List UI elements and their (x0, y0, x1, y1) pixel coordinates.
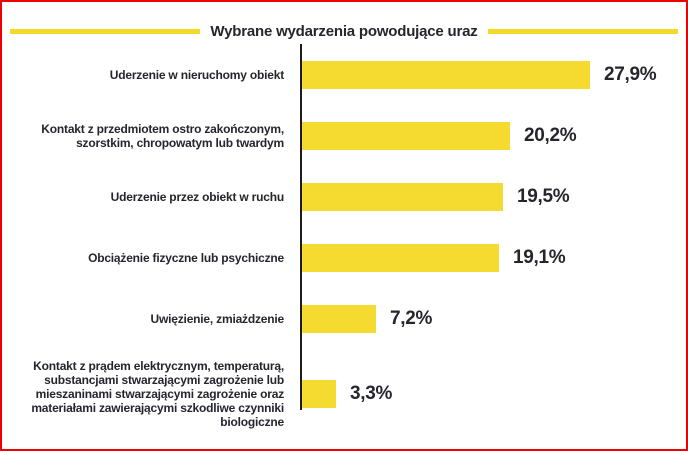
category-label: Uderzenie przez obiekt w ruchu (110, 189, 284, 204)
bar (302, 61, 590, 89)
page-title: Wybrane wydarzenia powodujące uraz (210, 22, 478, 40)
bar-area (300, 244, 686, 272)
category-label: Uwięzienie, zmiażdzenie (150, 311, 284, 326)
chart-row (2, 105, 686, 166)
title-rule-left (10, 29, 200, 34)
category-label: Kontakt z prądem elektrycznym, temperaturą, substancjami stwarzającymi zagrożenie lub mieszaninami stwarzającymi zagrożenie oraz materiałami zawierającymi szkodliwe czynniki biologiczne (31, 359, 284, 429)
chart-row (2, 166, 686, 227)
chart-row (2, 227, 686, 288)
bar-area (300, 380, 686, 408)
bar (302, 183, 503, 211)
value-label: 27,9% (604, 63, 657, 85)
axis-line (300, 44, 302, 410)
title-rule-right (488, 29, 678, 34)
bar-area (300, 61, 686, 89)
bar (302, 305, 376, 333)
value-label: 19,1% (513, 246, 566, 268)
bar (302, 122, 510, 150)
chart-row (2, 288, 686, 349)
chart-row (2, 44, 686, 105)
category-label: Uderzenie w nieruchomy obiekt (109, 67, 284, 82)
bar-area (300, 305, 686, 333)
chart-rows (2, 44, 686, 439)
category-label: Obciążenie fizyczne lub psychiczne (88, 250, 284, 265)
bar (302, 244, 499, 272)
bar-chart (2, 44, 686, 439)
value-label: 20,2% (524, 124, 577, 146)
category-label: Kontakt z przedmiotem ostro zakończonym, szorstkim, chropowatym lub twardym (41, 121, 284, 150)
bar-area (300, 183, 686, 211)
chart-header (2, 22, 686, 40)
value-label: 19,5% (517, 185, 570, 207)
chart-row (2, 349, 686, 439)
value-label: 3,3% (350, 383, 393, 404)
bar-area (300, 122, 686, 150)
value-label: 7,2% (390, 307, 433, 329)
bar (302, 380, 336, 408)
